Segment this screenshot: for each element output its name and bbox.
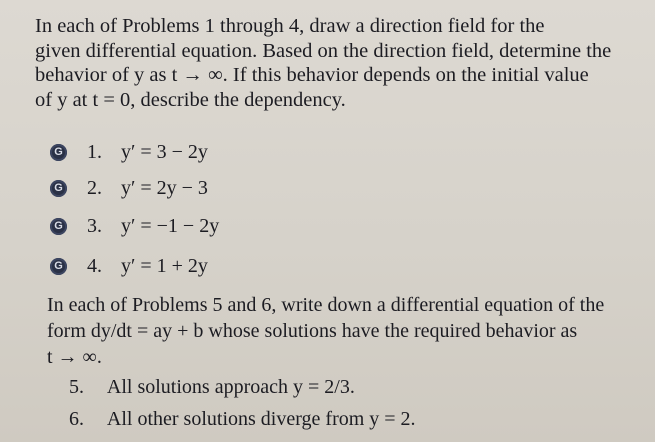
second-line: form dy/dt = ay + b whose solutions have the required behavior as bbox=[47, 320, 578, 342]
problem-number: 2. bbox=[87, 177, 102, 199]
problem-equation: y′ = 2y − 3 bbox=[121, 177, 208, 199]
second-line: In each of Problems 5 and 6, write down a differential equation of the bbox=[47, 294, 605, 316]
problem-number: 6. bbox=[69, 408, 84, 430]
graphing-icon: G bbox=[50, 218, 67, 235]
problem-text: All solutions approach y = 2/3. bbox=[106, 376, 355, 398]
second-line: t → ∞. bbox=[47, 346, 102, 368]
problem-2 bbox=[50, 175, 208, 201]
problem-5 bbox=[69, 374, 355, 400]
graphing-icon: G bbox=[50, 258, 67, 275]
problem-number: 4. bbox=[87, 255, 102, 277]
problem-number: 3. bbox=[87, 215, 102, 237]
problem-number: 1. bbox=[87, 141, 102, 163]
problem-equation: y′ = −1 − 2y bbox=[121, 215, 220, 237]
graphing-icon: G bbox=[50, 144, 67, 161]
intro-line: of y at t = 0, describe the dependency. bbox=[35, 88, 346, 111]
problem-4 bbox=[50, 253, 208, 279]
problem-number: 5. bbox=[69, 376, 84, 398]
problem-6 bbox=[69, 406, 416, 432]
second-paragraph bbox=[47, 292, 637, 370]
problem-text: All other solutions diverge from y = 2. bbox=[106, 408, 416, 430]
problem-equation: y′ = 1 + 2y bbox=[121, 255, 208, 277]
problem-3 bbox=[50, 213, 219, 239]
intro-paragraph bbox=[35, 14, 635, 112]
intro-line: behavior of y as t → ∞. If this behavior depends on the initial value bbox=[35, 64, 589, 86]
graphing-icon: G bbox=[50, 180, 67, 197]
problem-equation: y′ = 3 − 2y bbox=[121, 141, 208, 163]
intro-line: given differential equation. Based on the direction field, determine the bbox=[35, 39, 612, 62]
problem-1 bbox=[50, 139, 208, 165]
intro-line: In each of Problems 1 through 4, draw a direction field for the bbox=[35, 15, 545, 37]
